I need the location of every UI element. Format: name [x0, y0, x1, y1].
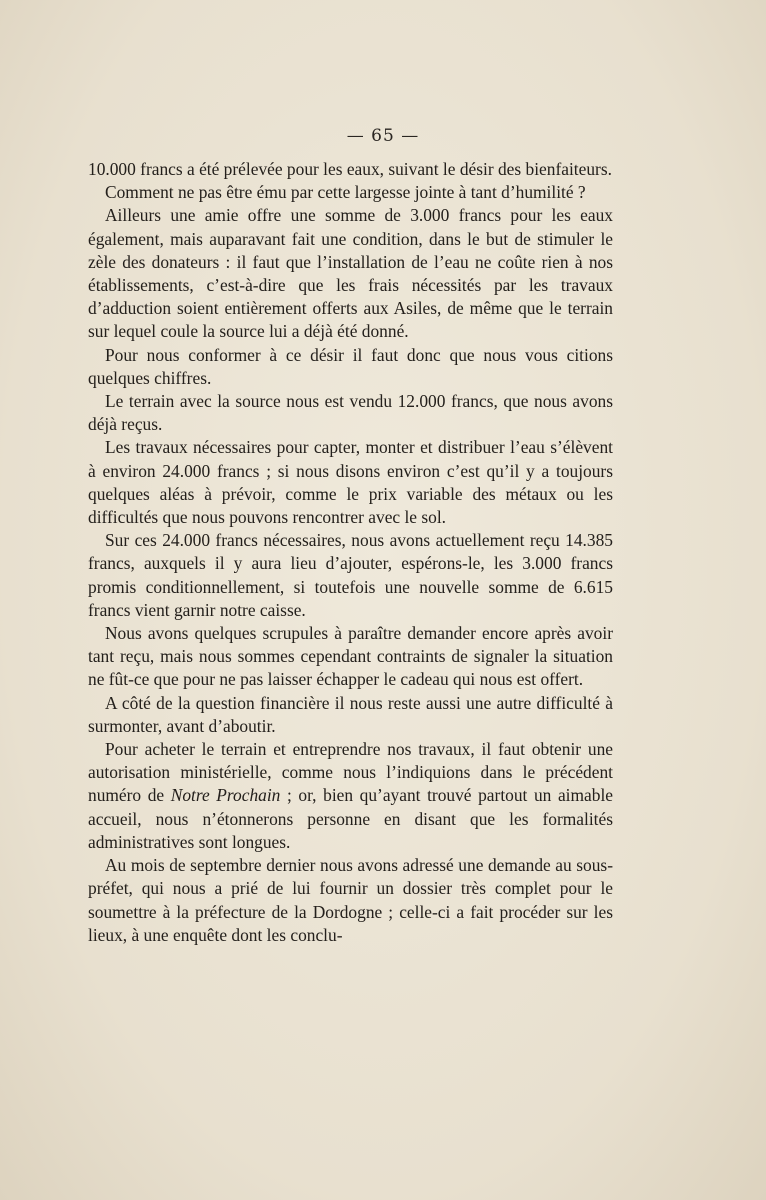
page-number: — 65 — [346, 126, 420, 146]
paragraph-continuation: 10.000 francs a été prélevée pour les eaux, suivant le désir des bienfaiteurs. [88, 159, 612, 179]
paragraph: Les travaux nécessaires pour capter, monter et distribuer l’eau s’élèvent à environ 24.000 francs ; si nous disons environ c’est qu’il y a toujours quelques aléas à prévoir, comme le prix variable des métaux ou les difficultés que nous pouvons rencontrer avec le sol. [88, 437, 613, 528]
paragraph: Comment ne pas être ému par cette largesse jointe à tant d’humilité ? [105, 182, 586, 203]
paragraph-text: ; or, bien qu’ayant trouvé partout un aimable accueil, nous n’étonnerons personne en disant que les formalités administratives sont longues. [88, 785, 613, 852]
paragraph: Pour nous conformer à ce désir il faut donc que nous vous citions quelques chiffres. [88, 344, 613, 388]
paragraph: A côté de la question financière il nous reste aussi une autre difficulté à surmonter, avant d’aboutir. [88, 692, 613, 736]
paragraph-last: Au mois de septembre dernier nous avons adressé une demande au sous-préfet, qui nous a prié de lui fournir un dossier très complet pour le soumettre à la préfecture de la Dordogne ; celle-ci a fait procéder sur les lieux, à une enquête dont les conclu- [88, 855, 613, 945]
paragraph-text: Pour acheter le terrain et entreprendre nos travaux, il faut obtenir une autorisation ministérielle, comme nous l’indiquions dans le précédent numéro de [88, 739, 613, 806]
paragraph: Sur ces 24.000 francs nécessaires, nous avons actuellement reçu 14.385 francs, auxquels il y aura lieu d’ajouter, espérons-le, les 3.000 francs promis conditionnellement, si toutefois une nouvelle somme de 6.615 francs vient garnir notre caisse. [88, 530, 613, 620]
paragraph: Ailleurs une amie offre une somme de 3.000 francs pour les eaux également, mais auparavant fait une condition, dans le but de stimuler le zèle des donateurs : il faut que l’installation de l’eau ne coûte rien à nos établissements, c’est-à-dire que les frais nécessités par les travaux d’adduction soient entièrement offerts aux Asiles, de même que le terrain sur lequel coule la source lui a déjà été donné. [88, 205, 613, 342]
publication-title: Notre Prochain [170, 785, 281, 806]
body-text [88, 158, 613, 947]
paragraph: Le terrain avec la source nous est vendu 12.000 francs, que nous avons déjà reçus. [88, 391, 613, 435]
paragraph: Nous avons quelques scrupules à paraître demander encore après avoir tant reçu, mais nous sommes cependant contraints de signaler la situation ne fût-ce que pour ne pas laisser échapper le cadeau qui nous est offert. [88, 623, 613, 690]
paragraph [88, 738, 613, 854]
